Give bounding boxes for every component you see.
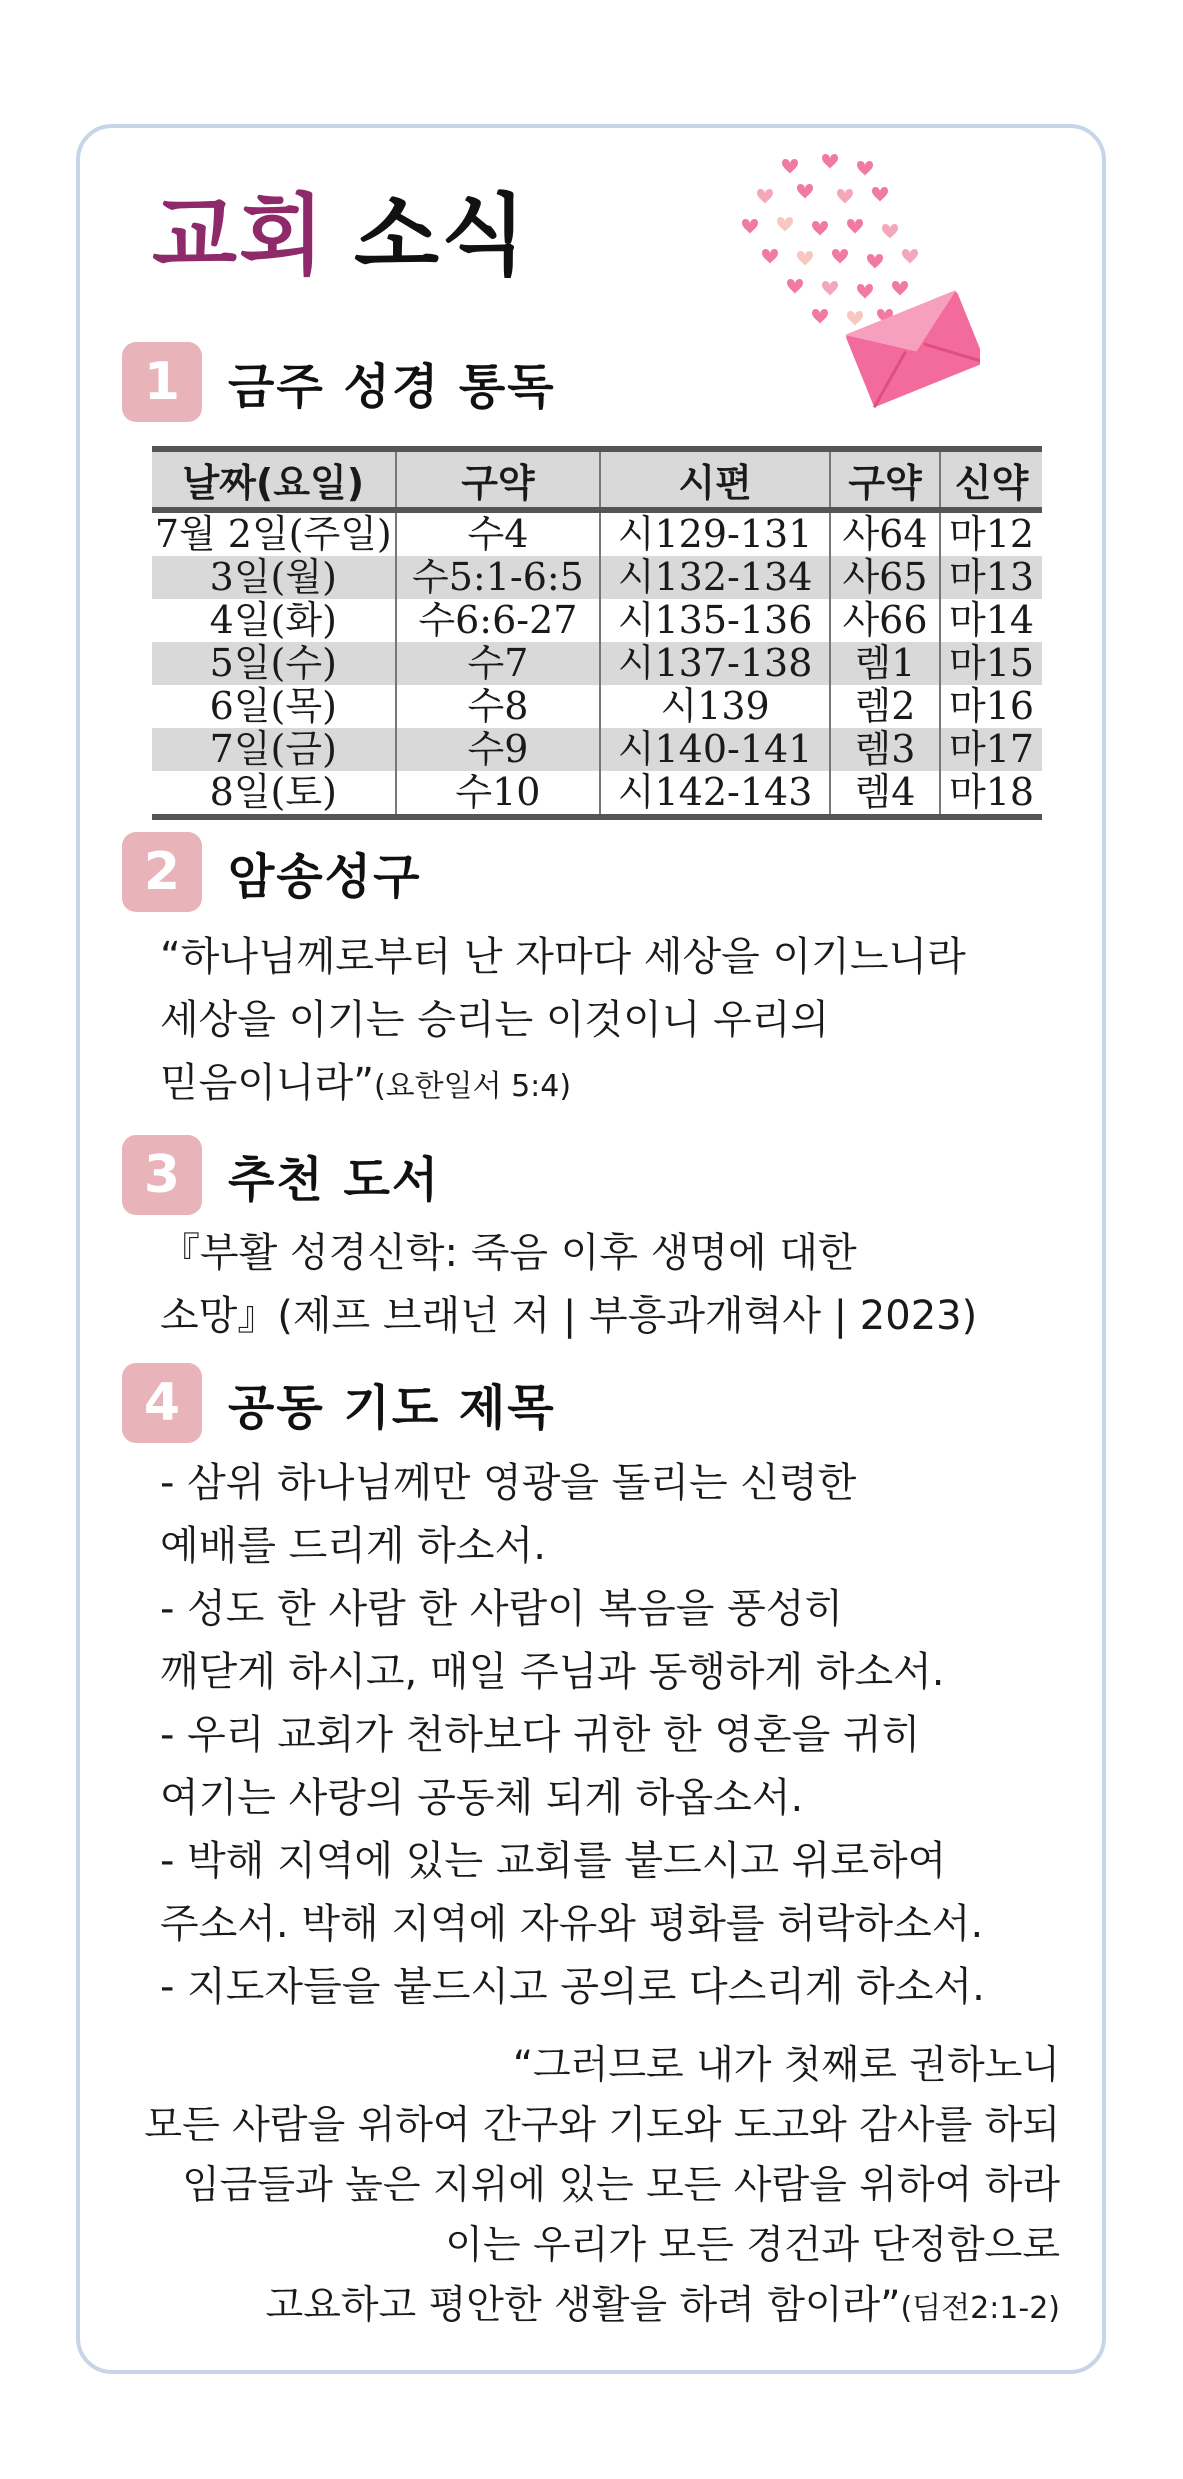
table-cell: 마12 — [940, 510, 1042, 556]
memory-verse-line-last — [160, 1052, 966, 1118]
table-cell: 시140-141 — [600, 728, 830, 771]
table-cell: 4일(화) — [209, 598, 337, 642]
prayer-line: - 지도자들을 붙드시고 공의로 다스리게 하소서. — [160, 1964, 985, 2010]
prayer-line: - 성도 한 사람 한 사람이 복음을 풍성히 — [160, 1586, 844, 1632]
prayer-line: - 삼위 하나님께만 영광을 돌리는 신령한 — [160, 1460, 857, 1506]
book-line: 소망』(제프 브래넌 저 | 부흥과개혁사 | 2023) — [160, 1293, 978, 1339]
section-2-header — [122, 832, 421, 912]
prayer-line: 예배를 드리게 하소서. — [160, 1523, 546, 1569]
table-cell: 수6:6-27 — [396, 599, 601, 642]
table-row — [152, 642, 1042, 685]
table-cell: 6일(목) — [209, 684, 337, 728]
bible-reading-table — [152, 446, 1042, 820]
table-cell: 수9 — [396, 728, 601, 771]
table-cell: 마17 — [940, 728, 1042, 771]
prayer-line: 주소서. 박해 지역에 자유와 평화를 허락하소서. — [160, 1901, 984, 1947]
table-row — [152, 685, 1042, 728]
table-cell: 수10 — [396, 771, 601, 817]
section-number-badge: 3 — [122, 1135, 202, 1215]
table-cell: 수5:1-6:5 — [396, 556, 601, 599]
page-title-part1: 교회 — [152, 184, 327, 287]
closing-verse-line: 모든 사람을 위하여 간구와 기도와 도고와 감사를 하되 — [144, 2103, 1060, 2148]
table-cell: 수4 — [396, 510, 601, 556]
section-number-badge: 1 — [122, 342, 202, 422]
closing-verse-reference: (딤전2:1-2) — [900, 2291, 1060, 2326]
table-cell: 시137-138 — [600, 642, 830, 685]
table-cell: 사64 — [830, 510, 940, 556]
table-cell: 렘4 — [830, 771, 940, 817]
table-header-cell: 신약 — [940, 449, 1042, 510]
section-title: 공동 기도 제목 — [228, 1379, 556, 1436]
table-cell: 수8 — [396, 685, 601, 728]
table-header-cell: 구약 — [830, 449, 940, 510]
book-line: 『부활 성경신학: 죽음 이후 생명에 대한 — [160, 1230, 857, 1276]
table-cell: 7일(금) — [209, 727, 337, 771]
table-cell: 시135-136 — [600, 599, 830, 642]
table-cell: 렘3 — [830, 728, 940, 771]
page-title — [152, 184, 529, 287]
table-cell: 마14 — [940, 599, 1042, 642]
prayer-line: - 우리 교회가 천하보다 귀한 한 영혼을 귀히 — [160, 1712, 921, 1758]
table-cell: 마16 — [940, 685, 1042, 728]
table-header-cell: 구약 — [396, 449, 601, 510]
recommended-book — [160, 1222, 977, 1348]
table-header-row — [152, 449, 1042, 510]
table-cell: 마15 — [940, 642, 1042, 685]
memory-verse-reference: (요한일서 5:4) — [373, 1069, 572, 1104]
prayer-line: - 박해 지역에 있는 교회를 붙드시고 위로하여 — [160, 1838, 947, 1884]
table-cell: 사65 — [830, 556, 940, 599]
table-cell: 5일(수) — [209, 641, 337, 685]
table-cell: 렘1 — [830, 642, 940, 685]
prayer-line: 깨닫게 하시고, 매일 주님과 동행하게 하소서. — [160, 1649, 945, 1695]
table-cell: 8일(토) — [209, 770, 337, 814]
section-title: 암송성구 — [228, 848, 422, 905]
table-cell: 시142-143 — [600, 771, 830, 817]
section-4-header — [122, 1363, 556, 1443]
table-cell: 사66 — [830, 599, 940, 642]
table-header-cell: 날짜(요일) — [182, 461, 365, 505]
table-cell: 시129-131 — [600, 510, 830, 556]
closing-verse-line: “그러므로 내가 첫째로 권하노니 — [512, 2043, 1060, 2088]
table-row — [152, 771, 1042, 817]
prayer-list — [160, 1452, 985, 2019]
section-title: 금주 성경 통독 — [228, 358, 556, 415]
memory-verse — [160, 926, 966, 1118]
table-cell: 7월 2일(주일) — [154, 512, 392, 556]
table-cell: 3일(월) — [209, 555, 337, 599]
heart-envelope-icon — [735, 150, 980, 410]
section-number-badge: 2 — [122, 832, 202, 912]
table-row — [152, 599, 1042, 642]
section-1-header — [122, 342, 556, 422]
section-title: 추천 도서 — [228, 1151, 441, 1208]
prayer-line: 여기는 사랑의 공동체 되게 하옵소서. — [160, 1775, 804, 1821]
memory-verse-line: “하나님께로부터 난 자마다 세상을 이기느니라 — [160, 934, 966, 980]
closing-verse-line: 이는 우리가 모든 경건과 단정함으로 — [445, 2223, 1060, 2268]
table-cell: 수7 — [396, 642, 601, 685]
table-cell: 마13 — [940, 556, 1042, 599]
closing-verse-line-last — [130, 2276, 1060, 2339]
memory-verse-line: 세상을 이기는 승리는 이것이니 우리의 — [160, 997, 830, 1043]
section-number-badge: 4 — [122, 1363, 202, 1443]
table-header-cell: 시편 — [600, 449, 830, 510]
section-3-header — [122, 1135, 440, 1215]
closing-verse-text: 고요하고 평안한 생활을 하려 함이라” — [265, 2283, 901, 2328]
table-cell: 시132-134 — [600, 556, 830, 599]
memory-verse-text: 믿음이니라” — [160, 1060, 374, 1106]
table-row — [152, 728, 1042, 771]
page-title-part2: 소식 — [354, 184, 529, 287]
table-row — [152, 556, 1042, 599]
table-cell: 렘2 — [830, 685, 940, 728]
table-cell: 시139 — [600, 685, 830, 728]
closing-verse — [130, 2036, 1060, 2339]
closing-verse-line: 임금들과 높은 지위에 있는 모든 사람을 위하여 하라 — [182, 2163, 1060, 2208]
table-cell: 마18 — [940, 771, 1042, 817]
table-row — [152, 510, 1042, 556]
